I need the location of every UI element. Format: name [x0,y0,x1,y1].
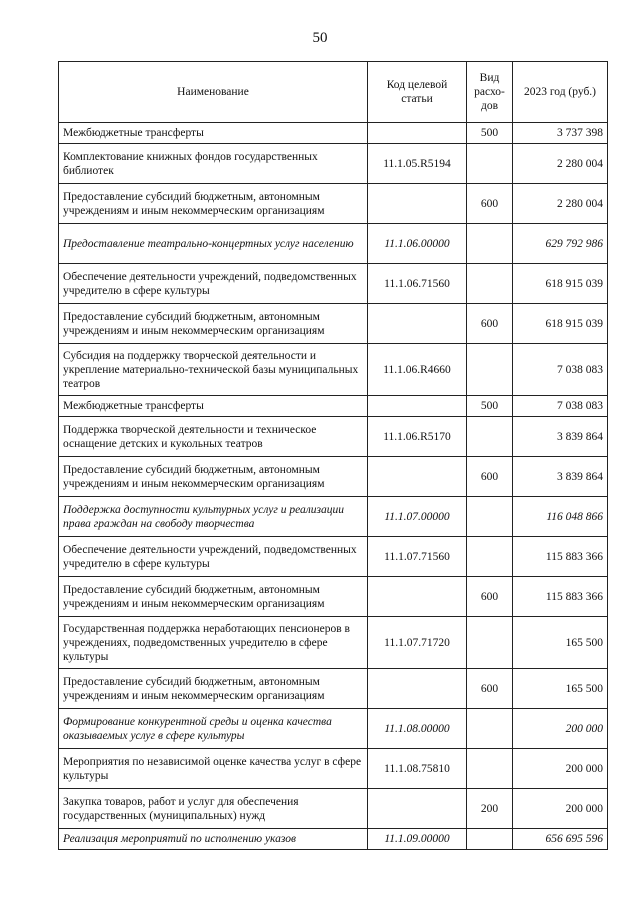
cell-code [368,184,467,224]
cell-code [368,304,467,344]
cell-kind [467,497,513,537]
cell-code: 11.1.06.71560 [368,264,467,304]
cell-kind: 600 [467,577,513,617]
cell-amount: 618 915 039 [513,304,608,344]
cell-name: Закупка товаров, работ и услуг для обеспечения государственных (муниципальных) нужд [59,789,368,829]
cell-name: Предоставление субсидий бюджетным, автономным учреждениям и иным некоммерческим организациям [59,669,368,709]
cell-kind [467,224,513,264]
cell-kind [467,344,513,396]
cell-name: Предоставление субсидий бюджетным, автономным учреждениям и иным некоммерческим организациям [59,304,368,344]
cell-amount: 618 915 039 [513,264,608,304]
cell-kind [467,537,513,577]
cell-amount: 3 839 864 [513,457,608,497]
cell-kind: 500 [467,123,513,144]
cell-code [368,577,467,617]
cell-amount: 115 883 366 [513,577,608,617]
table-row [59,577,608,617]
cell-code: 11.1.06.R4660 [368,344,467,396]
cell-name: Обеспечение деятельности учреждений, подведомственных учредителю в сфере культуры [59,537,368,577]
table-row [59,123,608,144]
cell-kind [467,417,513,457]
cell-name: Предоставление театрально-концертных услуг населению [59,224,368,264]
cell-name: Межбюджетные трансферты [59,123,368,144]
cell-name: Формирование конкурентной среды и оценка качества оказываемых услуг в сфере культуры [59,709,368,749]
table-row [59,669,608,709]
table-row [59,184,608,224]
cell-kind: 600 [467,669,513,709]
table-row [59,749,608,789]
table-row [59,457,608,497]
table-row [59,537,608,577]
cell-name: Поддержка доступности культурных услуг и реализации права граждан на свободу творчества [59,497,368,537]
cell-code [368,669,467,709]
cell-code: 11.1.05.R5194 [368,144,467,184]
cell-kind [467,617,513,669]
table-row [59,224,608,264]
cell-amount: 629 792 986 [513,224,608,264]
table-row [59,396,608,417]
cell-name: Межбюджетные трансферты [59,396,368,417]
cell-name: Обеспечение деятельности учреждений, подведомственных учредителю в сфере культуры [59,264,368,304]
cell-name: Комплектование книжных фондов государственных библиотек [59,144,368,184]
cell-amount: 3 737 398 [513,123,608,144]
header-code: Код целевой статьи [368,62,467,123]
cell-kind [467,264,513,304]
cell-kind: 600 [467,304,513,344]
cell-amount: 116 048 866 [513,497,608,537]
table-row [59,617,608,669]
cell-code [368,396,467,417]
cell-kind [467,829,513,850]
cell-name: Мероприятия по независимой оценке качества услуг в сфере культуры [59,749,368,789]
cell-amount: 200 000 [513,789,608,829]
cell-amount: 7 038 083 [513,396,608,417]
table-row [59,709,608,749]
table-header-row [59,62,608,123]
cell-code: 11.1.07.00000 [368,497,467,537]
cell-code: 11.1.08.75810 [368,749,467,789]
cell-kind [467,709,513,749]
cell-code: 11.1.07.71560 [368,537,467,577]
table-row [59,417,608,457]
cell-name: Предоставление субсидий бюджетным, автономным учреждениям и иным некоммерческим организациям [59,184,368,224]
table-row [59,264,608,304]
cell-amount: 200 000 [513,709,608,749]
cell-code: 11.1.06.00000 [368,224,467,264]
cell-code: 11.1.08.00000 [368,709,467,749]
page-number: 50 [312,30,328,46]
cell-kind: 200 [467,789,513,829]
table-row [59,304,608,344]
cell-code: 11.1.06.R5170 [368,417,467,457]
cell-name: Реализация мероприятий по исполнению указов [59,829,368,850]
table-row [59,789,608,829]
table-row [59,144,608,184]
cell-kind [467,144,513,184]
cell-name: Предоставление субсидий бюджетным, автономным учреждениям и иным некоммерческим организациям [59,457,368,497]
table-row [59,344,608,396]
cell-code [368,789,467,829]
cell-amount: 3 839 864 [513,417,608,457]
header-kind: Вид расхо-дов [467,62,513,123]
cell-code [368,457,467,497]
cell-amount: 165 500 [513,669,608,709]
cell-kind: 600 [467,457,513,497]
cell-kind: 600 [467,184,513,224]
cell-kind [467,749,513,789]
table-row [59,829,608,850]
cell-code: 11.1.07.71720 [368,617,467,669]
cell-kind: 500 [467,396,513,417]
header-name: Наименование [59,62,368,123]
cell-amount: 2 280 004 [513,144,608,184]
table-row [59,497,608,537]
budget-table [58,61,608,850]
cell-name: Субсидия на поддержку творческой деятельности и укрепление материально-технической базы муниципальных театров [59,344,368,396]
cell-amount: 115 883 366 [513,537,608,577]
cell-name: Поддержка творческой деятельности и техническое оснащение детских и кукольных театров [59,417,368,457]
cell-amount: 200 000 [513,749,608,789]
cell-amount: 165 500 [513,617,608,669]
cell-code [368,123,467,144]
cell-code: 11.1.09.00000 [368,829,467,850]
cell-name: Предоставление субсидий бюджетным, автономным учреждениям и иным некоммерческим организациям [59,577,368,617]
cell-amount: 656 695 596 [513,829,608,850]
cell-amount: 2 280 004 [513,184,608,224]
cell-name: Государственная поддержка неработающих пенсионеров в учреждениях, подведомственных учредителю в сфере культуры [59,617,368,669]
header-amount: 2023 год (руб.) [513,62,608,123]
cell-amount: 7 038 083 [513,344,608,396]
